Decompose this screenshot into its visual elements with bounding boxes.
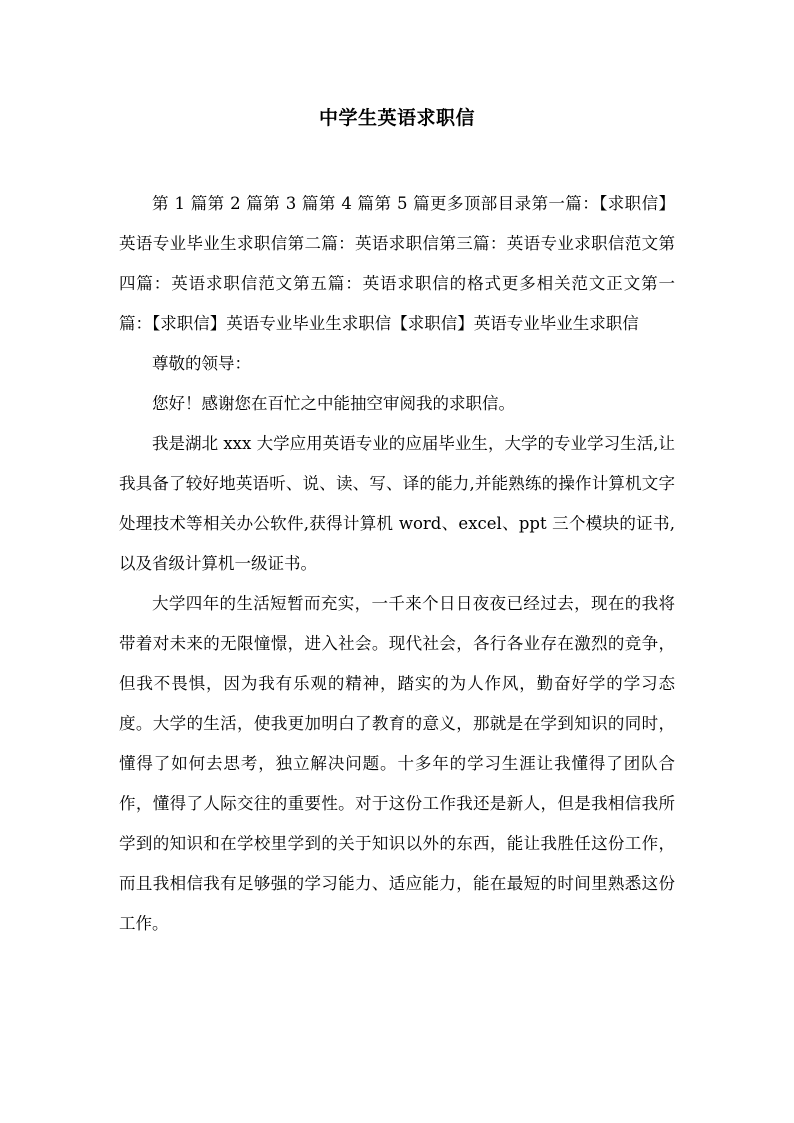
paragraph-self-introduction: 我是湖北 xxx 大学应用英语专业的应届毕业生，大学的专业学习生活,让我具备了较好地英语听、说、读、写、译的能力,并能熟练的操作计算机文字处理技术等相关办公软件,获得计算机 word、excel、ppt 三个模块的证书,以及省级计算机一级证书。 bbox=[119, 434, 675, 573]
paragraph-university-life: 大学四年的生活短暂而充实，一千来个日日夜夜已经过去，现在的我将带着对未来的无限憧憬，进入社会。现代社会，各行各业存在激烈的竞争，但我不畏惧，因为我有乐观的精神，踏实的为人作风，勤奋好学的学习态度。大学的生活，使我更加明白了教育的意义，那就是在学到知识的同时，懂得了如何去思考，独立解决问题。十多年的学习生涯让我懂得了团队合作，懂得了人际交往的重要性。对于这份工作我还是新人，但是我相信我所学到的知识和在学校里学到的关于知识以外的东西，能让我胜任这份工作，而且我相信我有足够强的学习能力、适应能力，能在最短的时间里熟悉这份工作。 bbox=[119, 594, 675, 933]
document-title: 中学生英语求职信 bbox=[318, 107, 475, 129]
paragraph-table-of-contents: 第 1 篇第 2 篇第 3 篇第 4 篇第 5 篇更多顶部目录第一篇：【求职信】英语专业毕业生求职信第二篇：英语求职信第三篇：英语专业求职信范文第四篇：英语求职信范文第五篇：英语求职信的格式更多相关范文正文第一篇：【求职信】英语专业毕业生求职信【求职信】英语专业毕业生求职信 bbox=[119, 194, 675, 333]
document-body bbox=[119, 184, 675, 944]
paragraph-salutation: 尊敬的领导： bbox=[152, 354, 251, 373]
paragraph-greeting: 您好！感谢您在百忙之中能抽空审阅我的求职信。 bbox=[152, 394, 515, 413]
